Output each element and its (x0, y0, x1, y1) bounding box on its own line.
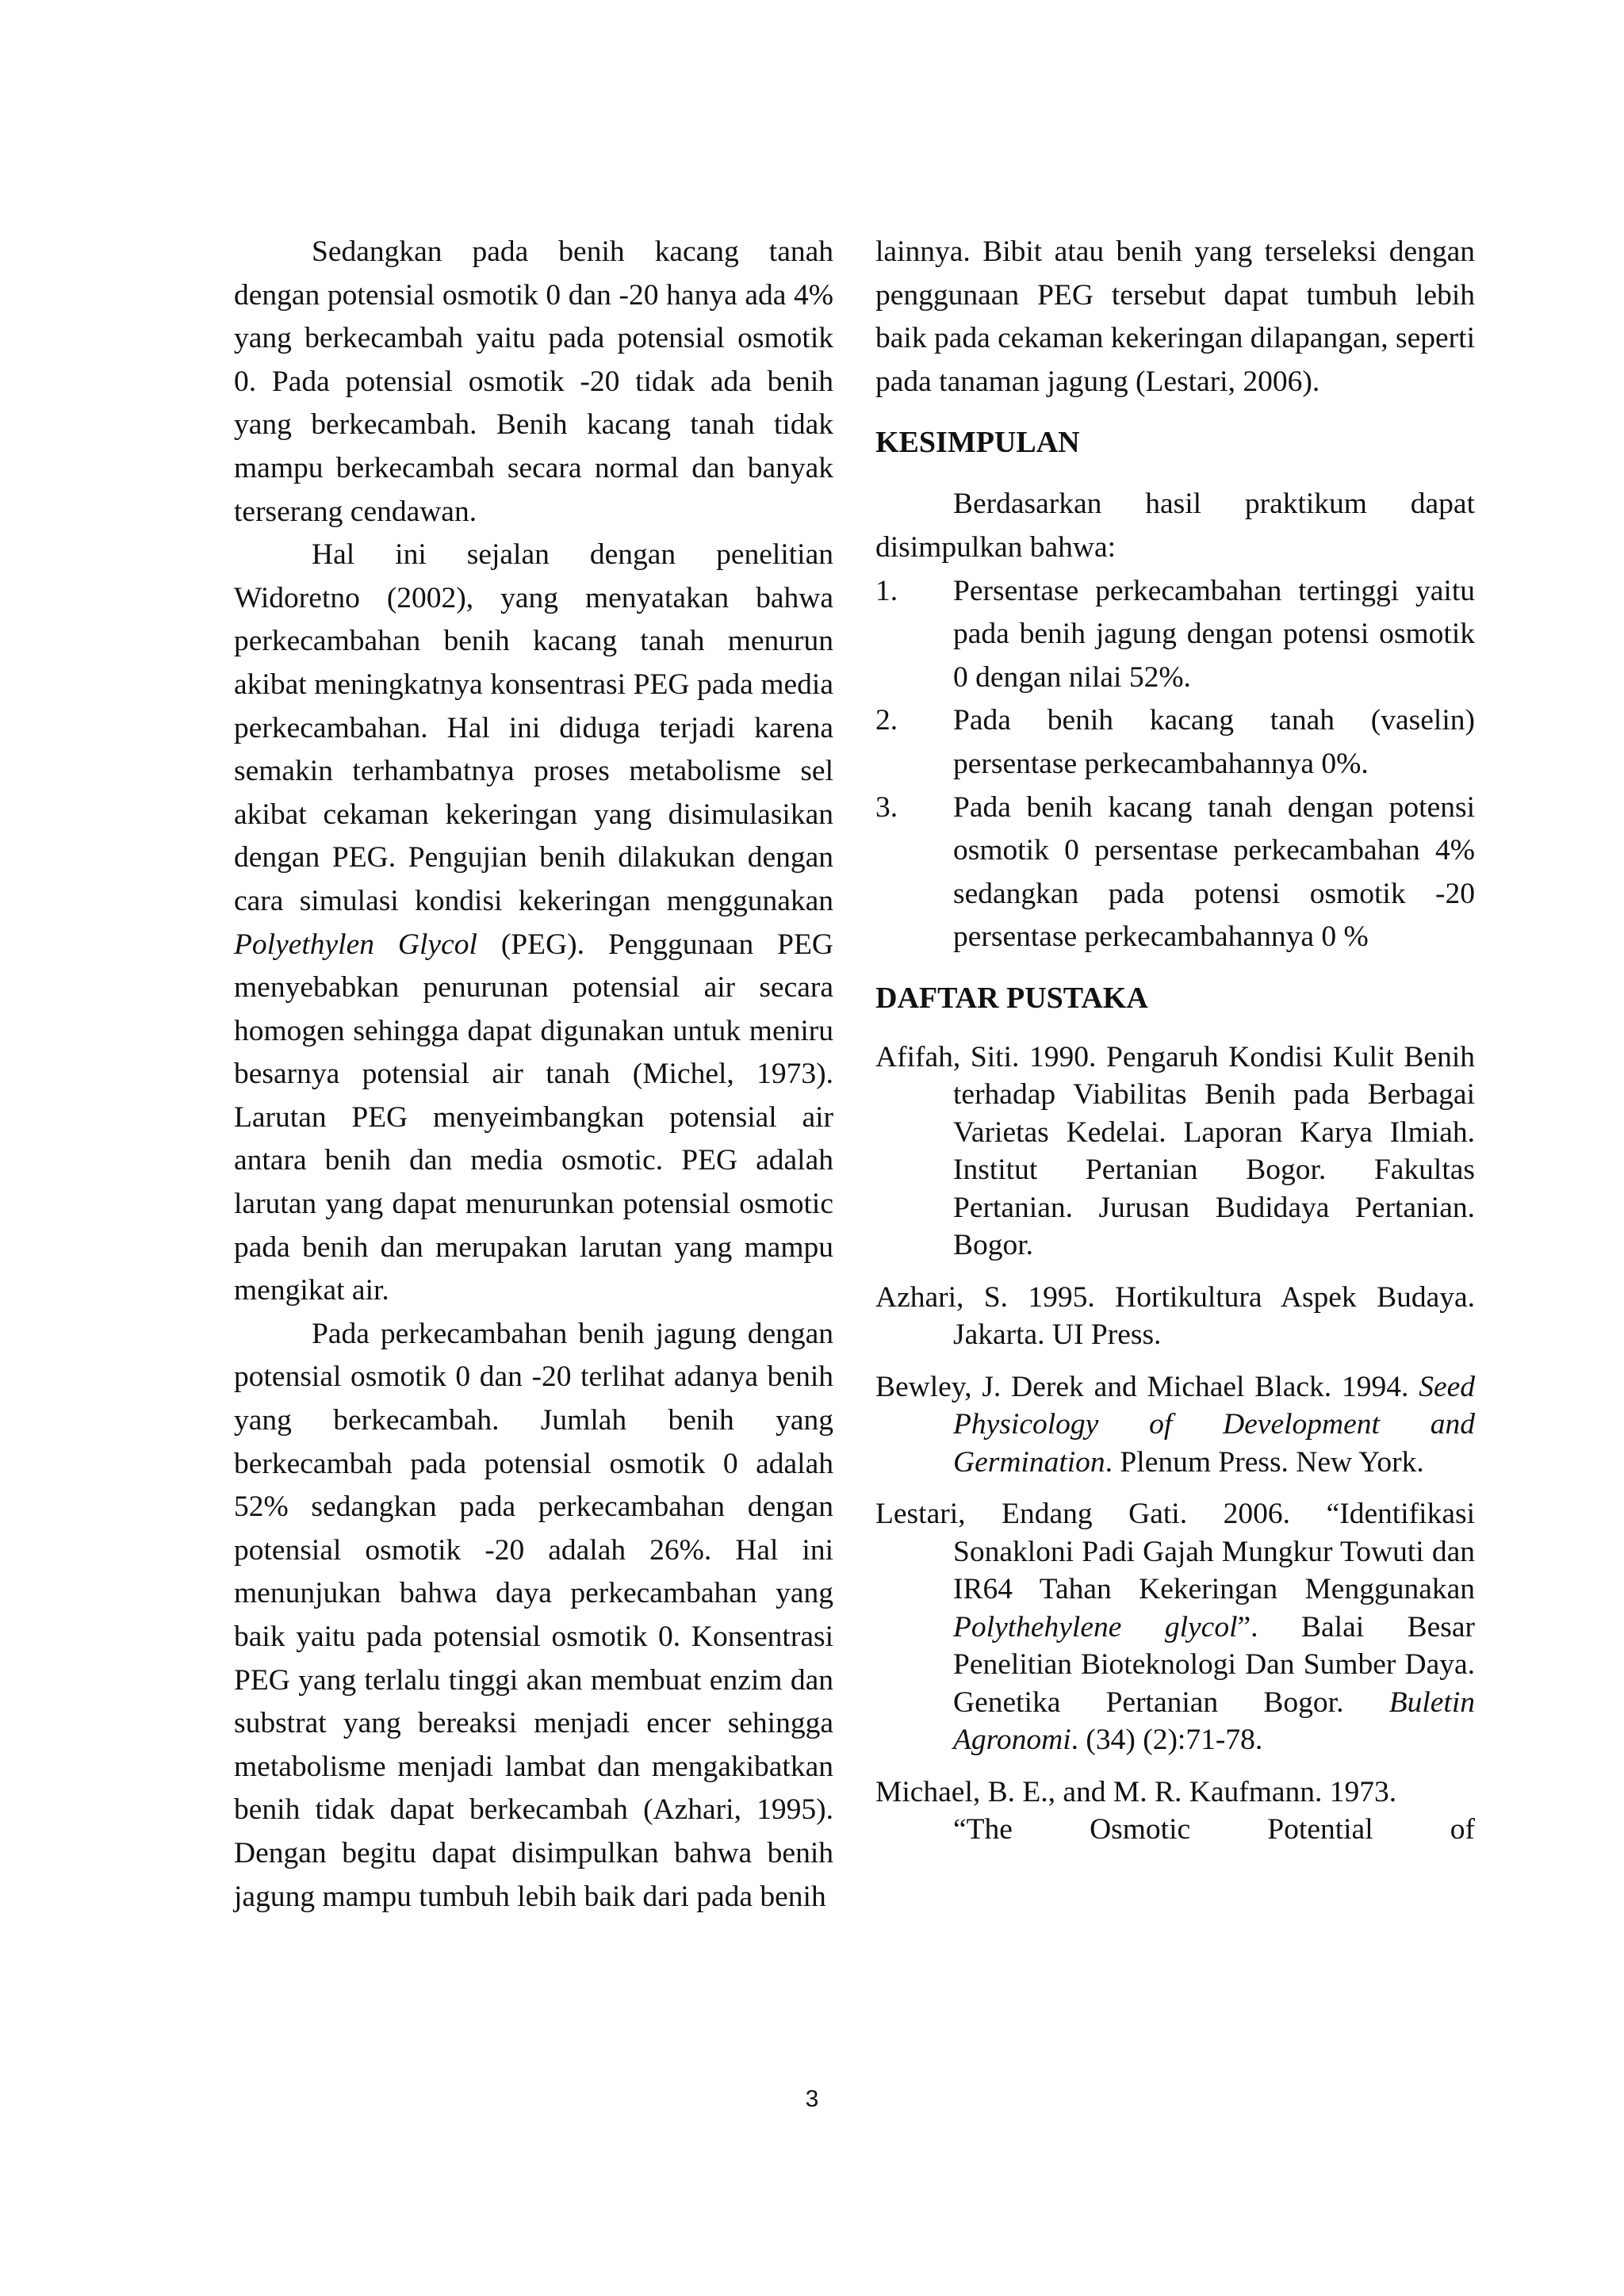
right-column (875, 231, 1475, 1849)
bewley-text-b: . Plenum Press. New York. (1105, 1445, 1424, 1479)
lestari-text-c: . (34) (2):71-78. (1071, 1724, 1263, 1757)
paragraph-corn-results: Pada perkecambahan benih jagung dengan potensial osmotik 0 dan -20 terlihat adanya benih yang berkecambah. Jumlah benih yang berkecambah pada potensial osmotik 0 adalah 52% sedangkan pada perkecambahan dengan potensial osmotik -20 adalah 26%. Hal ini menunjukan bahwa daya perkecambahan yang baik yaitu pada potensial osmotik 0. Konsentrasi PEG yang terlalu tinggi akan membuat enzim dan substrat yang bereaksi menjadi encer sehingga metabolisme menjadi lambat dan mengakibatkan benih tidak dapat berkecambah (Azhari, 1995). Dengan begitu dapat disimpulkan bahwa benih jagung mampu tumbuh lebih baik dari pada benih (234, 1317, 833, 1913)
conclusion-intro: Berdasarkan hasil praktikum dapat disimpulkan bahwa: (875, 488, 1475, 564)
paragraph-peanut-results: Sedangkan pada benih kacang tanah dengan potensial osmotik 0 dan -20 hanya ada 4% yang berkecambah yaitu pada potensial osmotik 0. Pada potensial osmotik -20 tidak ada benih yang berkecambah. Benih kacang tanah tidak mampu berkecambah secara normal dan banyak terserang cendawan. (234, 235, 833, 528)
lestari-text-a: Lestari, Endang Gati. 2006. “Identifikasi Sonakloni Padi Gajah Mungkur Towuti dan IR64 Tahan Kekeringan Menggunakan (875, 1498, 1475, 1606)
conclusion-item-1 (875, 570, 1475, 700)
page-number: 3 (805, 2086, 819, 2112)
lestari-italic-2: Buletin Agronomi (953, 1686, 1475, 1757)
reference-michael: Michael, B. E., and M. R. Kaufmann. 1973. (875, 1775, 1397, 1808)
para2-text-a: Hal ini sejalan dengan penelitian Widoretno (2002), yang menyatakan bahwa perkecambahan benih kacang tanah menurun akibat meningkatnya konsentrasi PEG pada media perkecambahan. Hal ini diduga terjadi karena semakin terhambatnya proses metabolisme sel akibat cekaman kekeringan yang disimulasikan dengan PEG. Pengujian benih dilakukan dengan cara simulasi kondisi kekeringan menggunakan (234, 538, 833, 917)
paragraph-peg-explanation (234, 534, 833, 1313)
para2-text-b: (PEG). Penggunaan PEG menyebabkan penurunan potensial air secara homogen sehingga dapat digunakan untuk meniru besarnya potensial air tanah (Michel, 1973). Larutan PEG menyeimbangkan potensial air antara benih dan media osmotic. PEG adalah larutan yang dapat menurunkan potensial osmotic pada benih dan merupakan larutan yang mampu mengikat air. (234, 928, 834, 1307)
lestari-text-b: ”. Balai Besar Penelitian Bioteknologi Dan Sumber Daya. Genetika Pertanian Bogor. (953, 1610, 1475, 1719)
conclusion-item-2 (875, 699, 1475, 786)
lestari-italic: Polythehylene glycol (953, 1610, 1238, 1644)
conclusion-item-3 (875, 786, 1475, 959)
reference-azhari: Azhari, S. 1995. Hortikultura Aspek Budaya. Jakarta. UI Press. (875, 1280, 1475, 1352)
reference-michael-line2: “The Osmotic Potential of (953, 1813, 1475, 1846)
reference-bewley (875, 1368, 1475, 1482)
list-number: 3. (875, 790, 898, 824)
paragraph-continuation: lainnya. Bibit atau benih yang terseleksi dengan penggunaan PEG tersebut dapat tumbuh lebih baik pada cekaman kekeringan dilapangan, seperti pada tanaman jagung (Lestari, 2006). (875, 235, 1475, 398)
list-text: Pada benih kacang tanah (vaselin) persentase perkecambahannya 0%. (953, 704, 1475, 780)
bewley-text-a: Bewley, J. Derek and Michael Black. 1994. (875, 1370, 1419, 1403)
list-number: 2. (875, 704, 898, 737)
conclusion-heading: KESIMPULAN (875, 426, 1080, 460)
reference-afifah: Afifah, Siti. 1990. Pengaruh Kondisi Kulit Benih terhadap Viabilitas Benih pada Berbagai Varietas Kedelai. Laporan Karya Ilmiah. Institut Pertanian Bogor. Fakultas Pertanian. Jurusan Budidaya Pertanian. Bogor. (875, 1040, 1475, 1262)
list-text: Pada benih kacang tanah dengan potensi osmotik 0 persentase perkecambahan 4% sedangkan pada potensi osmotik -20 persentase perkecambahannya 0 % (953, 790, 1475, 954)
para2-italic: Polyethylen Glycol (234, 928, 477, 961)
references-heading: DAFTAR PUSTAKA (875, 981, 1148, 1015)
list-text: Persentase perkecambahan tertinggi yaitu pada benih jagung dengan potensi osmotik 0 dengan nilai 52%. (953, 574, 1475, 694)
left-column (234, 231, 833, 1919)
reference-lestari (875, 1495, 1475, 1759)
bewley-italic: Seed Physicology of Development and Germination (953, 1370, 1475, 1479)
list-number: 1. (875, 574, 898, 607)
